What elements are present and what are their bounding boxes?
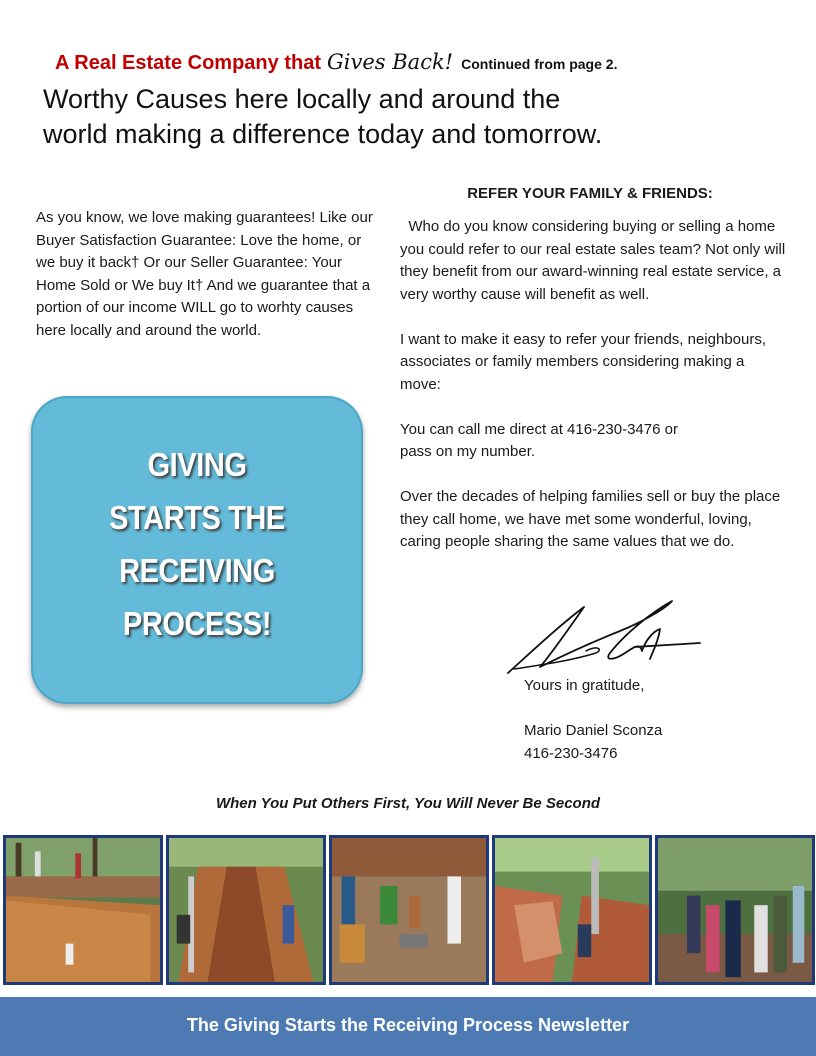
refer-paragraph-3: You can call me direct at 416-230-3476 or pass on my number. — [400, 420, 678, 460]
headline-line-2: world making a difference today and tomorrow. — [43, 119, 603, 149]
photo-community-group — [655, 835, 815, 985]
signer-name: Mario Daniel Sconza — [524, 722, 663, 739]
header-tagline — [55, 50, 617, 75]
refer-heading: REFER YOUR FAMILY & FRIENDS: — [467, 185, 713, 202]
photo-rocks-excavation — [492, 835, 652, 985]
footer-bar — [0, 997, 816, 1056]
giving-callout-box — [31, 396, 363, 704]
continued-note: Continued from page 2. — [461, 56, 618, 72]
motto: When You Put Others First, You Will Never Be Second — [215, 795, 601, 812]
refer-paragraph-4: Over the decades of helping families sell or buy the place they call home, we have met some wonderful, loving, caring people sharing the same values that we do. — [400, 488, 781, 550]
gives-back-script: Gives Back! — [327, 50, 454, 74]
headline-line-1: Worthy Causes here locally and around the — [43, 84, 561, 114]
photo-tree-planting — [329, 835, 489, 985]
giving-line-1: GIVING — [147, 446, 247, 483]
photo-trench-digging — [166, 835, 326, 985]
guarantee-paragraph: As you know, we love making guarantees! Like our Buyer Satisfaction Guarantee: Love the home, or we buy it back† Or our Seller Guarantee: Your Home Sold or We buy It† And we guarantee that a portion of our income WILL go to worhty causes here locally and around the world. — [36, 209, 373, 339]
refer-body — [400, 216, 788, 576]
footer-title: The Giving Starts the Receiving Process Newsletter — [186, 1015, 630, 1035]
signer-phone: 416-230-3476 — [524, 744, 618, 762]
refer-paragraph-2: I want to make it easy to refer your friends, neighbours, associates or family members considering making a move: — [400, 330, 767, 393]
giving-line-3: RECEIVING — [119, 552, 275, 589]
closing-block — [524, 675, 662, 765]
giving-line-2: STARTS THE — [109, 499, 285, 536]
company-line: A Real Estate Company that — [55, 52, 321, 74]
giving-line-4: PROCESS! — [122, 605, 272, 642]
signature-image — [500, 595, 710, 680]
refer-paragraph-1: Who do you know considering buying or selling a home you could refer to our real estate sales team? Not only will they benefit from our award-winning real estate service, a very worthy cause will benefit as well. — [400, 218, 786, 303]
sign-off: Yours in gratitude, — [524, 677, 645, 694]
giving-callout-text — [51, 438, 343, 650]
page-headline — [43, 82, 783, 152]
photo-pool-construction — [3, 835, 163, 985]
